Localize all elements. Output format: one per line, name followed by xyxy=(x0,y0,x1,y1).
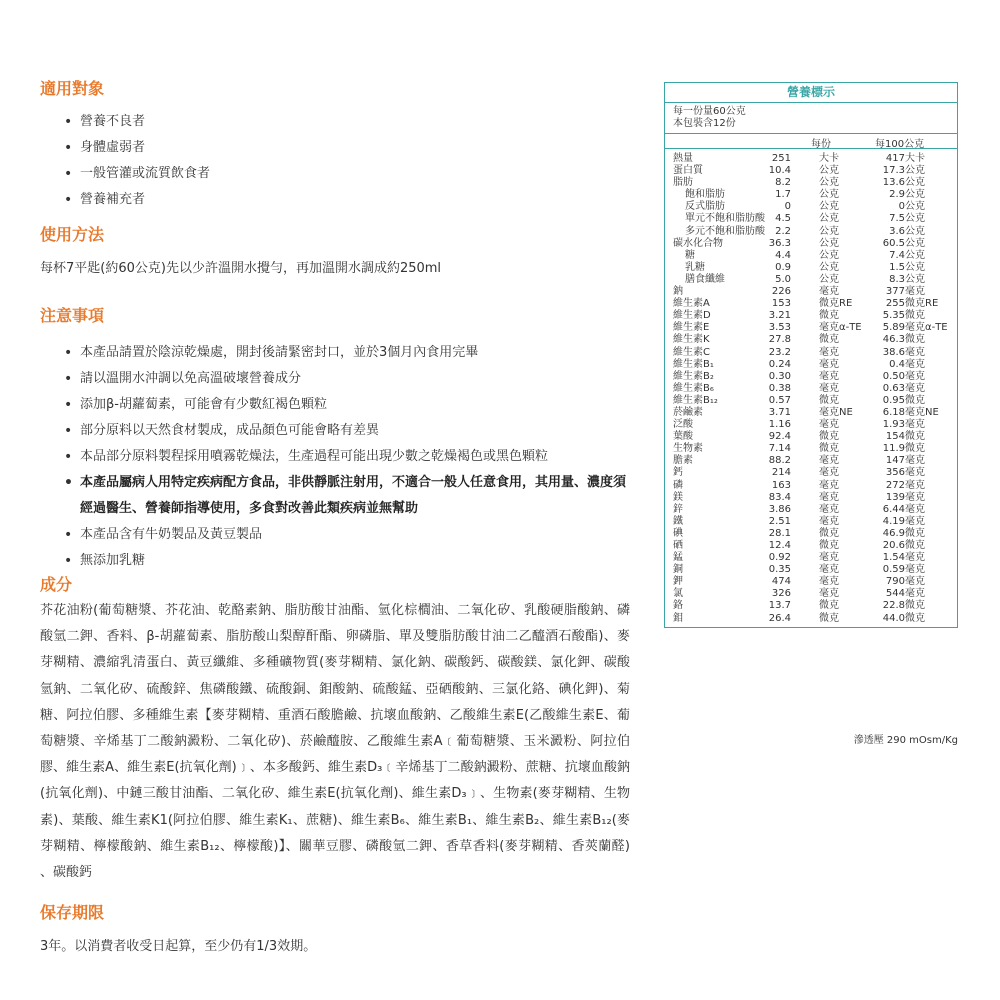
per-100g-value: 0.50 xyxy=(882,370,905,382)
nutrition-row xyxy=(665,359,957,371)
per-serving-unit: 公克 xyxy=(819,177,839,189)
suitable-list xyxy=(64,109,634,213)
per-serving-value: 88.2 xyxy=(768,455,791,467)
per-serving-value: 23.2 xyxy=(768,346,791,358)
nutrient-name: 鈉 xyxy=(673,286,683,298)
nutrition-row xyxy=(665,516,957,528)
nutrition-row xyxy=(665,347,957,359)
list-item: • 本產品含有牛奶製品及黃豆製品 xyxy=(64,522,634,548)
per-serving-value: 326 xyxy=(771,588,791,600)
per-100g-value: 4.19 xyxy=(882,515,905,527)
per-100g-value: 3.6 xyxy=(889,225,905,237)
nutrition-row xyxy=(665,371,957,383)
per-serving-unit: 毫克 xyxy=(819,576,839,588)
nutrient-name: 鈣 xyxy=(673,467,683,479)
per-serving-value: 153 xyxy=(771,298,791,310)
per-serving-value: 3.21 xyxy=(768,310,791,322)
nutrient-name: 單元不飽和脂肪酸 xyxy=(685,213,765,225)
list-item: • 請以溫開水沖調以免高溫破壞營養成分 xyxy=(64,366,634,392)
list-item: • 一般管灌或流質飲食者 xyxy=(64,161,634,187)
serving-size: 每一份量60公克 xyxy=(673,106,746,117)
nutrition-row xyxy=(665,407,957,419)
per-100g-value: 1.54 xyxy=(882,552,905,564)
per-serving-unit: 毫克 xyxy=(819,455,839,467)
per-100g-value: 5.89 xyxy=(882,322,905,334)
per-100g-value: 46.9 xyxy=(882,527,905,539)
per-100g-value: 1.5 xyxy=(889,261,905,273)
per-100g-value: 13.6 xyxy=(882,177,905,189)
nutrient-name: 膽素 xyxy=(673,455,693,467)
nutrient-name: 維生素D xyxy=(673,310,711,322)
nutrient-name: 生物素 xyxy=(673,443,703,455)
nutrition-row xyxy=(665,334,957,346)
per-100g-unit: 毫克 xyxy=(905,503,925,515)
per-serving-value: 0.24 xyxy=(768,358,791,370)
per-serving-value: 7.14 xyxy=(768,443,791,455)
per-serving-value: 0.9 xyxy=(775,261,791,273)
per-100g-value: 544 xyxy=(885,588,905,600)
shelf-life-text: 3年。以消費者收受日起算，至少仍有1/3效期。 xyxy=(40,939,317,954)
list-item: • 營養補充者 xyxy=(64,187,634,213)
nutrition-row xyxy=(665,298,957,310)
per-100g-value: 60.5 xyxy=(882,237,905,249)
per-100g-unit: 公克 xyxy=(905,213,925,225)
notes-title: 注意事項 xyxy=(40,306,105,325)
nutrient-name: 飽和脂肪 xyxy=(685,189,725,201)
per-serving-value: 3.71 xyxy=(768,406,791,418)
per-serving-value: 2.2 xyxy=(775,225,791,237)
per-100g-unit: 毫克α-TE xyxy=(905,322,948,334)
nutrition-row xyxy=(665,588,957,600)
nutrient-name: 鉀 xyxy=(673,576,683,588)
nutrient-name: 氯 xyxy=(673,588,683,600)
per-100g-value: 2.9 xyxy=(889,189,905,201)
per-100g-unit: 毫克 xyxy=(905,455,925,467)
per-serving-unit: 微克 xyxy=(819,612,839,624)
per-serving-unit: 微克 xyxy=(819,600,839,612)
ingredients-text: 芥花油粉(葡萄糖漿、芥花油、乾酪素鈉、脂肪酸甘油酯、氫化棕櫚油、二氧化矽、乳酸硬脂酸鈉、磷酸氫二鉀、香料、β-胡蘿蔔素、脂肪酸山梨醇酐酯、卵磷脂、單及雙脂肪酸甘油二乙醯酒石酸酯)、麥芽糊精、濃縮乳清蛋白、黃豆纖維、多種礦物質(麥芽糊精、氯化鈉、碳酸鈣、碳酸鎂、氯化鉀、碳酸氫鈉、二氧化矽、硫酸鋅、焦磷酸鐵、硫酸銅、鉬酸鈉、硫酸錳、亞硒酸鈉、三氯化鉻、碘化鉀)、菊糖、阿拉伯膠、多種維生素【麥芽糊精、重酒石酸膽鹼、抗壞血酸鈉、乙酸維生素E(乙酸維生素E、葡萄糖漿、辛烯基丁二酸鈉澱粉、二氧化矽)、菸鹼醯胺、乙酸維生素A﹝葡萄糖漿、玉米澱粉、阿拉伯膠、維生素A、維生素E(抗氧化劑)﹞、本多酸鈣、維生素D₃﹝辛烯基丁二酸鈉澱粉、蔗糖、抗壞血酸鈉(抗氧化劑)、中鏈三酸甘油酯、二氧化矽、維生素E(抗氧化劑)、維生素D₃﹞、生物素(麥芽糊精、生物素)、葉酸、維生素K1(阿拉伯膠、維生素K₁、蔗糖)、維生素B₆、維生素B₁、維生素B₂、維生素B₁₂(麥芽糊精、檸檬酸鈉、維生素B₁₂、檸檬酸)】、關華豆膠、磷酸氫二鉀、香草香料(麥芽糊精、香莢蘭醛) 、碳酸鈣 xyxy=(40,603,630,881)
per-100g-unit: 微克RE xyxy=(905,298,939,310)
nutrition-row xyxy=(665,383,957,395)
per-100g-value: 5.35 xyxy=(882,310,905,322)
nutrient-name: 鋅 xyxy=(673,503,683,515)
per-100g-unit: 公克 xyxy=(905,177,925,189)
per-serving-unit: 毫克 xyxy=(819,552,839,564)
per-serving-unit: 毫克 xyxy=(819,515,839,527)
per-100g-unit: 公克 xyxy=(905,201,925,213)
per-serving-value: 10.4 xyxy=(768,165,791,177)
per-serving-unit: 公克 xyxy=(819,225,839,237)
nutrition-row xyxy=(665,504,957,516)
per-serving-unit: 毫克 xyxy=(819,491,839,503)
per-100g-value: 46.3 xyxy=(882,334,905,346)
per-100g-value: 139 xyxy=(885,491,905,503)
per-100g-value: 790 xyxy=(885,576,905,588)
nutrient-name: 維生素C xyxy=(673,346,710,358)
per-100g-unit: 公克 xyxy=(905,261,925,273)
usage-text: 每杯7平匙(約60公克)先以少許溫開水攪勻，再加溫開水調成約250ml xyxy=(40,261,442,276)
nutrient-name: 脂肪 xyxy=(673,177,693,189)
per-100g-unit: 微克 xyxy=(905,540,925,551)
per-100g-unit: 毫克 xyxy=(905,491,925,503)
nutrition-row xyxy=(665,153,957,165)
per-serving-value: 3.86 xyxy=(768,503,791,515)
list-item: • 部分原料以天然食材製成，成品顏色可能會略有差異 xyxy=(64,418,634,444)
per-100g-unit: 公克 xyxy=(905,273,925,285)
nutrition-row xyxy=(665,395,957,407)
nutrition-row xyxy=(665,480,957,492)
per-100g-value: 0.59 xyxy=(882,564,905,576)
per-100g-unit: 微克 xyxy=(905,527,925,539)
per-100g-unit: 毫克 xyxy=(905,382,925,394)
nutrition-row xyxy=(665,286,957,298)
per-serving-unit: 公克 xyxy=(819,273,839,285)
nutrient-name: 蛋白質 xyxy=(673,165,703,177)
per-100g-unit: 公克 xyxy=(905,165,925,177)
per-100g-unit: 毫克 xyxy=(905,467,925,479)
nutrition-row xyxy=(665,467,957,479)
nutrient-name: 鎂 xyxy=(673,491,683,503)
per-100g-unit: 公克 xyxy=(905,249,925,261)
per-serving-value: 474 xyxy=(771,576,791,588)
nutrition-row xyxy=(665,274,957,286)
per-serving-value: 28.1 xyxy=(768,527,791,539)
per-100g-unit: 大卡 xyxy=(905,153,925,164)
per-100g-unit: 微克 xyxy=(905,431,925,443)
serving-info xyxy=(665,103,957,134)
nutrition-row xyxy=(665,189,957,201)
nutrient-name: 糖 xyxy=(685,249,695,261)
nutrient-name: 碳水化合物 xyxy=(673,237,723,249)
per-serving-unit: 大卡 xyxy=(819,153,839,164)
nutrition-row xyxy=(665,201,957,213)
per-serving-value: 4.5 xyxy=(775,213,791,225)
per-serving-unit: 公克 xyxy=(819,249,839,261)
nutrient-name: 維生素B₆ xyxy=(673,382,714,394)
per-serving-unit: 毫克 xyxy=(819,419,839,431)
per-serving-unit: 微克 xyxy=(819,394,839,406)
nutrition-row xyxy=(665,528,957,540)
per-serving-unit: 毫克NE xyxy=(819,406,853,418)
per-100g-unit: 公克 xyxy=(905,225,925,237)
per-serving-unit: 毫克 xyxy=(819,588,839,600)
per-100g-value: 0.95 xyxy=(882,394,905,406)
nutrition-row xyxy=(665,419,957,431)
per-100g-unit: 微克 xyxy=(905,600,925,612)
per-100g-header: 每100公克 xyxy=(875,139,925,150)
per-100g-unit: 微克 xyxy=(905,394,925,406)
per-serving-unit: 微克 xyxy=(819,431,839,443)
per-100g-unit: 毫克 xyxy=(905,286,925,298)
per-serving-header: 每份 xyxy=(811,139,831,150)
per-serving-unit: 毫克 xyxy=(819,358,839,370)
nutrition-row xyxy=(665,322,957,334)
list-item: • 營養不良者 xyxy=(64,109,634,135)
list-item: • 身體虛弱者 xyxy=(64,135,634,161)
per-100g-value: 6.44 xyxy=(882,503,905,515)
per-serving-value: 0.30 xyxy=(768,370,791,382)
nutrition-row xyxy=(665,564,957,576)
nutrient-name: 磷 xyxy=(673,479,683,491)
per-100g-value: 1.93 xyxy=(882,419,905,431)
per-100g-value: 6.18 xyxy=(882,406,905,418)
notes-list xyxy=(64,340,634,574)
nutrition-row xyxy=(665,431,957,443)
per-serving-value: 36.3 xyxy=(768,237,791,249)
nutrition-row xyxy=(665,492,957,504)
per-100g-value: 154 xyxy=(885,431,905,443)
per-serving-value: 5.0 xyxy=(775,273,791,285)
per-serving-value: 0.38 xyxy=(768,382,791,394)
per-serving-value: 0.57 xyxy=(768,394,791,406)
nutrient-name: 硒 xyxy=(673,540,683,551)
nutrient-name: 乳糖 xyxy=(685,261,705,273)
per-100g-unit: 微克 xyxy=(905,443,925,455)
nutrient-name: 銅 xyxy=(673,564,683,576)
per-serving-unit: 毫克 xyxy=(819,564,839,576)
nutrient-name: 鉻 xyxy=(673,600,683,612)
per-serving-value: 163 xyxy=(771,479,791,491)
per-100g-unit: 公克 xyxy=(905,237,925,249)
per-100g-unit: 微克 xyxy=(905,612,925,624)
per-serving-unit: 微克RE xyxy=(819,298,853,310)
nutrition-title: 營養標示 xyxy=(665,83,957,103)
per-serving-value: 83.4 xyxy=(768,491,791,503)
per-serving-value: 1.16 xyxy=(768,419,791,431)
nutrient-name: 維生素B₁ xyxy=(673,358,714,370)
nutrient-name: 泛酸 xyxy=(673,419,693,431)
per-100g-unit: 毫克 xyxy=(905,370,925,382)
per-serving-unit: 微克 xyxy=(819,310,839,322)
per-100g-value: 377 xyxy=(885,286,905,298)
nutrition-row xyxy=(665,165,957,177)
nutrient-name: 菸鹼素 xyxy=(673,406,703,418)
per-serving-unit: 毫克 xyxy=(819,286,839,298)
servings-per-package: 本包裝含12份 xyxy=(673,118,736,129)
nutrition-row xyxy=(665,552,957,564)
per-serving-value: 2.51 xyxy=(768,515,791,527)
per-serving-value: 12.4 xyxy=(768,540,791,551)
per-serving-value: 4.4 xyxy=(775,249,791,261)
ingredients-title: 成分 xyxy=(40,575,73,594)
per-serving-unit: 毫克 xyxy=(819,467,839,479)
per-100g-unit: 毫克 xyxy=(905,588,925,600)
nutrition-row xyxy=(665,613,957,625)
osmolality-note: 滲透壓 290 mOsm/Kg xyxy=(853,735,958,746)
nutrition-row xyxy=(665,226,957,238)
per-100g-value: 0.63 xyxy=(882,382,905,394)
nutrition-row xyxy=(665,177,957,189)
nutrient-name: 鐵 xyxy=(673,515,683,527)
nutrition-row xyxy=(665,455,957,467)
per-100g-value: 22.8 xyxy=(882,600,905,612)
per-serving-value: 0.35 xyxy=(768,564,791,576)
per-100g-unit: 毫克 xyxy=(905,576,925,588)
per-100g-unit: 毫克 xyxy=(905,564,925,576)
per-serving-unit: 微克 xyxy=(819,443,839,455)
per-100g-unit: 公克 xyxy=(905,189,925,201)
per-serving-unit: 毫克 xyxy=(819,503,839,515)
per-serving-unit: 公克 xyxy=(819,261,839,273)
per-100g-unit: 微克 xyxy=(905,334,925,346)
nutrient-name: 多元不飽和脂肪酸 xyxy=(685,225,765,237)
per-serving-value: 1.7 xyxy=(775,189,791,201)
per-serving-value: 251 xyxy=(771,153,791,164)
per-serving-unit: 公克 xyxy=(819,165,839,177)
nutrition-rows xyxy=(665,149,957,627)
per-serving-value: 92.4 xyxy=(768,431,791,443)
nutrient-name: 葉酸 xyxy=(673,431,693,443)
nutrition-row xyxy=(665,576,957,588)
per-100g-value: 7.4 xyxy=(889,249,905,261)
per-100g-unit: 微克 xyxy=(905,310,925,322)
nutrient-name: 熱量 xyxy=(673,153,693,164)
nutrition-header-row xyxy=(665,134,957,149)
list-item: • 無添加乳糖 xyxy=(64,548,634,574)
per-serving-unit: 公克 xyxy=(819,201,839,213)
per-serving-value: 8.2 xyxy=(775,177,791,189)
per-serving-value: 26.4 xyxy=(768,612,791,624)
nutrition-facts-panel xyxy=(664,82,958,628)
nutrition-row xyxy=(665,213,957,225)
per-100g-value: 356 xyxy=(885,467,905,479)
list-item: • 本品部分原料製程採用噴霧乾燥法，生產過程可能出現少數之乾燥褐色或黑色顆粒 xyxy=(64,444,634,470)
per-serving-unit: 毫克 xyxy=(819,370,839,382)
per-serving-unit: 毫克 xyxy=(819,382,839,394)
nutrient-name: 鉬 xyxy=(673,612,683,624)
per-100g-unit: 毫克 xyxy=(905,515,925,527)
nutrient-name: 維生素A xyxy=(673,298,710,310)
nutrition-row xyxy=(665,310,957,322)
per-100g-value: 0.4 xyxy=(889,358,905,370)
per-serving-value: 13.7 xyxy=(768,600,791,612)
per-100g-value: 38.6 xyxy=(882,346,905,358)
per-serving-unit: 微克 xyxy=(819,527,839,539)
per-serving-unit: 微克 xyxy=(819,540,839,551)
per-100g-value: 17.3 xyxy=(882,165,905,177)
nutrient-name: 反式脂肪 xyxy=(685,201,725,213)
suitable-title: 適用對象 xyxy=(40,79,105,98)
shelf-life-title: 保存期限 xyxy=(40,903,105,922)
per-serving-unit: 微克 xyxy=(819,334,839,346)
per-100g-value: 7.5 xyxy=(889,213,905,225)
per-serving-value: 226 xyxy=(771,286,791,298)
nutrition-row xyxy=(665,540,957,552)
nutrient-name: 錳 xyxy=(673,552,683,564)
nutrition-row xyxy=(665,250,957,262)
nutrition-row xyxy=(665,262,957,274)
nutrition-row xyxy=(665,443,957,455)
list-item: • 本產品請置於陰涼乾燥處，開封後請緊密封口，並於3個月內食用完畢 xyxy=(64,340,634,366)
per-100g-value: 417 xyxy=(885,153,905,164)
per-serving-value: 0.92 xyxy=(768,552,791,564)
nutrition-row xyxy=(665,600,957,612)
per-serving-value: 27.8 xyxy=(768,334,791,346)
nutrition-row xyxy=(665,238,957,250)
per-100g-value: 44.0 xyxy=(882,612,905,624)
per-100g-value: 11.9 xyxy=(882,443,905,455)
per-serving-unit: 毫克α-TE xyxy=(819,322,862,334)
per-serving-unit: 毫克 xyxy=(819,346,839,358)
per-100g-value: 272 xyxy=(885,479,905,491)
per-100g-unit: 毫克 xyxy=(905,552,925,564)
list-item: • 添加β-胡蘿蔔素，可能會有少數紅褐色顆粒 xyxy=(64,392,634,418)
per-100g-value: 255 xyxy=(885,298,905,310)
per-serving-unit: 毫克 xyxy=(819,479,839,491)
per-serving-unit: 公克 xyxy=(819,189,839,201)
per-serving-unit: 公克 xyxy=(819,237,839,249)
nutrient-name: 碘 xyxy=(673,527,683,539)
per-serving-value: 3.53 xyxy=(768,322,791,334)
usage-title: 使用方法 xyxy=(40,225,105,244)
per-100g-value: 20.6 xyxy=(882,540,905,551)
nutrient-name: 維生素E xyxy=(673,322,710,334)
list-item: • 本產品屬病人用特定疾病配方食品，非供靜脈注射用，不適合一般人任意食用，其用量、濃度須經過醫生、營養師指導使用，多食對改善此類疾病並無幫助 xyxy=(64,470,634,522)
nutrient-name: 維生素B₁₂ xyxy=(673,394,718,406)
nutrient-name: 維生素K xyxy=(673,334,710,346)
per-100g-unit: 毫克 xyxy=(905,358,925,370)
per-100g-unit: 毫克 xyxy=(905,346,925,358)
per-100g-value: 8.3 xyxy=(889,273,905,285)
per-100g-unit: 毫克 xyxy=(905,419,925,431)
per-serving-value: 214 xyxy=(771,467,791,479)
per-serving-unit: 公克 xyxy=(819,213,839,225)
per-serving-value: 0 xyxy=(784,201,791,213)
nutrient-name: 維生素B₂ xyxy=(673,370,714,382)
per-100g-unit: 毫克 xyxy=(905,479,925,491)
per-100g-unit: 毫克NE xyxy=(905,406,939,418)
nutrient-name: 膳食纖維 xyxy=(685,273,725,285)
per-100g-value: 147 xyxy=(885,455,905,467)
per-100g-value: 0 xyxy=(898,201,905,213)
